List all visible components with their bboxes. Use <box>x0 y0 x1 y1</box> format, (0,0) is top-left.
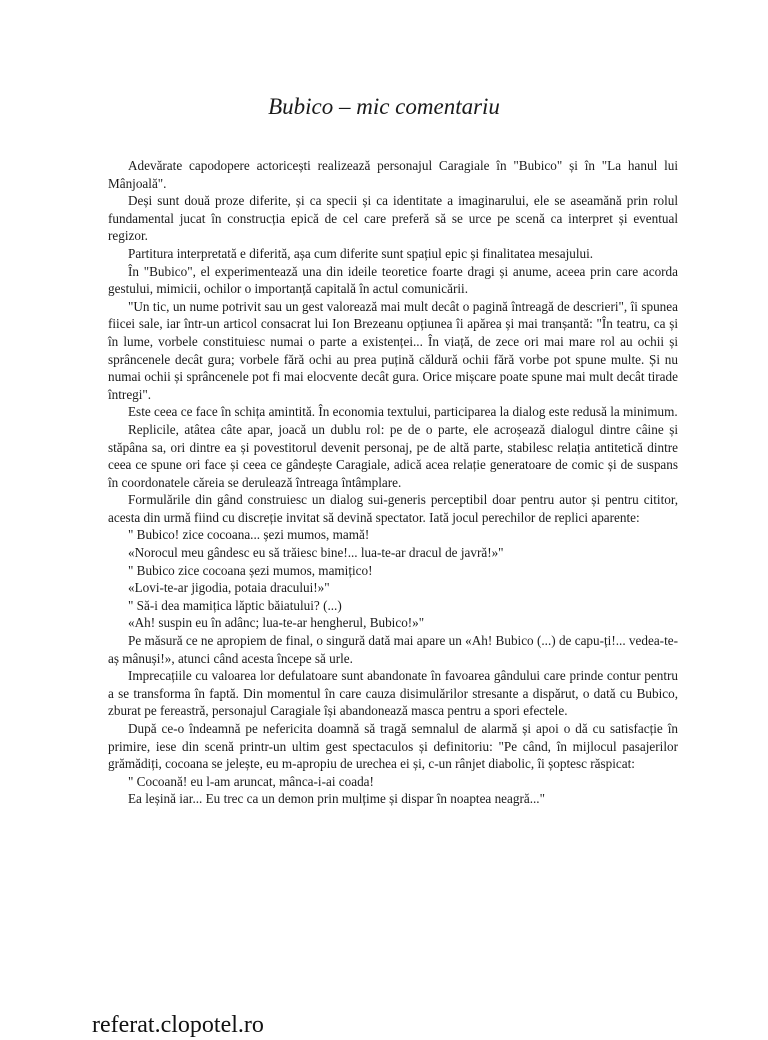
paragraph-2: Deși sunt două proze diferite, și ca specii și ca identitate a imaginarului, ele se aseamănă prin rolul fundamental jucat în construcția epică de cel care preferă să se urce pe scenă ca interpret și eventual regizor. <box>108 193 678 244</box>
quote-line-1: " Bubico! zice cocoana... șezi mumos, mamă! <box>128 527 370 543</box>
quote-line-5: " Să-i dea mamițica lăptic băiatului? (...) <box>128 597 342 613</box>
paragraph-10: Imprecațiile cu valoarea lor defulatoare sunt abandonate în favoarea gândului care prinde contur pentru a se transforma în faptă. Din momentul în care cauza disimulărilor stresante a dispărut, o dată cu Bubico, zburat pe fereastră, personajul Caragiale își abandonează masca pentru a spori efectele. <box>108 668 678 719</box>
paragraph-4: În "Bubico", el experimentează una din ideile teoretice foarte dragi și anume, aceea prin care acorda gestului, mimicii, ochilor o importanță capitală în actul comunicării. <box>108 263 678 297</box>
paragraph-3: Partitura interpretată e diferită, așa cum diferite sunt spațiul epic și finalitatea mesajului. <box>128 245 594 261</box>
final-line-1: " Cocoană! eu l-am aruncat, mânca-i-ai coada! <box>128 773 374 789</box>
document-title: Bubico – mic comentariu <box>268 94 500 119</box>
paragraph-7: Replicile, atâtea câte apar, joacă un dublu rol: pe de o parte, ele acroșează dialogul dintre câine și stăpâna sa, ori dintre ea și povestitorul devenit personaj, pe de altă parte, stabilesc relația antitetică dintre ceea ce spune ori face și ceea ce gândește Caragiale, adică acea relație generatoare de comic și de suspans în coordonatele căreia se derulează întreaga întâmplare. <box>108 421 678 490</box>
quote-line-3: " Bubico zice cocoana șezi mumos, mamițico! <box>128 562 373 578</box>
final-line-2: Ea leșină iar... Eu trec ca un demon prin mulțime și dispar în noaptea neagră..." <box>128 791 545 807</box>
paragraph-8: Formulările din gând construiesc un dialog sui-generis perceptibil doar pentru autor și pentru cititor, acesta din urmă fiind cu discreție invitat să devină spectator. Iată jocul perechilor de replici aparente: <box>108 492 678 525</box>
quote-line-6: «Ah! suspin eu în adânc; lua-te-ar hengherul, Bubico!»" <box>128 615 425 631</box>
paragraph-9: Pe măsură ce ne apropiem de final, o singură dată mai apare un «Ah! Bubico (...) de capu-ți!... vedea-te-aș mânuși!», atunci când acesta începe să urle. <box>108 633 678 666</box>
paragraph-5: "Un tic, un nume potrivit sau un gest valorează mai mult decât o pagină întreagă de descrieri", îi spunea fiicei sale, iar într-un articol consacrat lui Ion Brezeanu opțiunea îi apărea și mai tranșantă: "În teatru, ca și în lume, vorbele constituiesc numai o parte a existenței... În viață, de zece ori mai mare rol au ochii și sprâncenele decât gura; vorbele fără ochi au prea puțină căldură ochii fără vorbe pot spune multe. Și nu numai ochii și sprâncenele pot fi mai elocvente decât gura. Orice mișcare poate spune mai mult decât tirade întregi". <box>108 298 678 402</box>
quote-line-2: «Norocul meu gândesc eu să trăiesc bine!... lua-te-ar dracul de javră!»" <box>128 545 504 561</box>
quote-line-4: «Lovi-te-ar jigodia, potaia dracului!»" <box>128 580 330 596</box>
paragraph-11: După ce-o îndeamnă pe nefericita doamnă să tragă semnalul de alarmă și apoi o dă cu satisfacție în primire, iese din scenă printr-un ultim gest spectaculos și definitoriu: "Pe când, în mijlocul pasajerilor grămădiți, cocoana se jelește, eu m-apropiu de urechea ei și, c-un rânjet diabolic, îi șoptesc răspicat: <box>108 721 678 772</box>
document-body <box>108 157 678 808</box>
paragraph-6: Este ceea ce face în schița amintită. În economia textului, participarea la dialog este redusă la minimum. <box>128 404 678 420</box>
footer-watermark: referat.clopotel.ro <box>92 1012 264 1038</box>
paragraph-1: Adevărate capodopere actoricești realizează personajul Caragiale în "Bubico" și în "La hanul lui Mânjoală". <box>108 158 678 191</box>
